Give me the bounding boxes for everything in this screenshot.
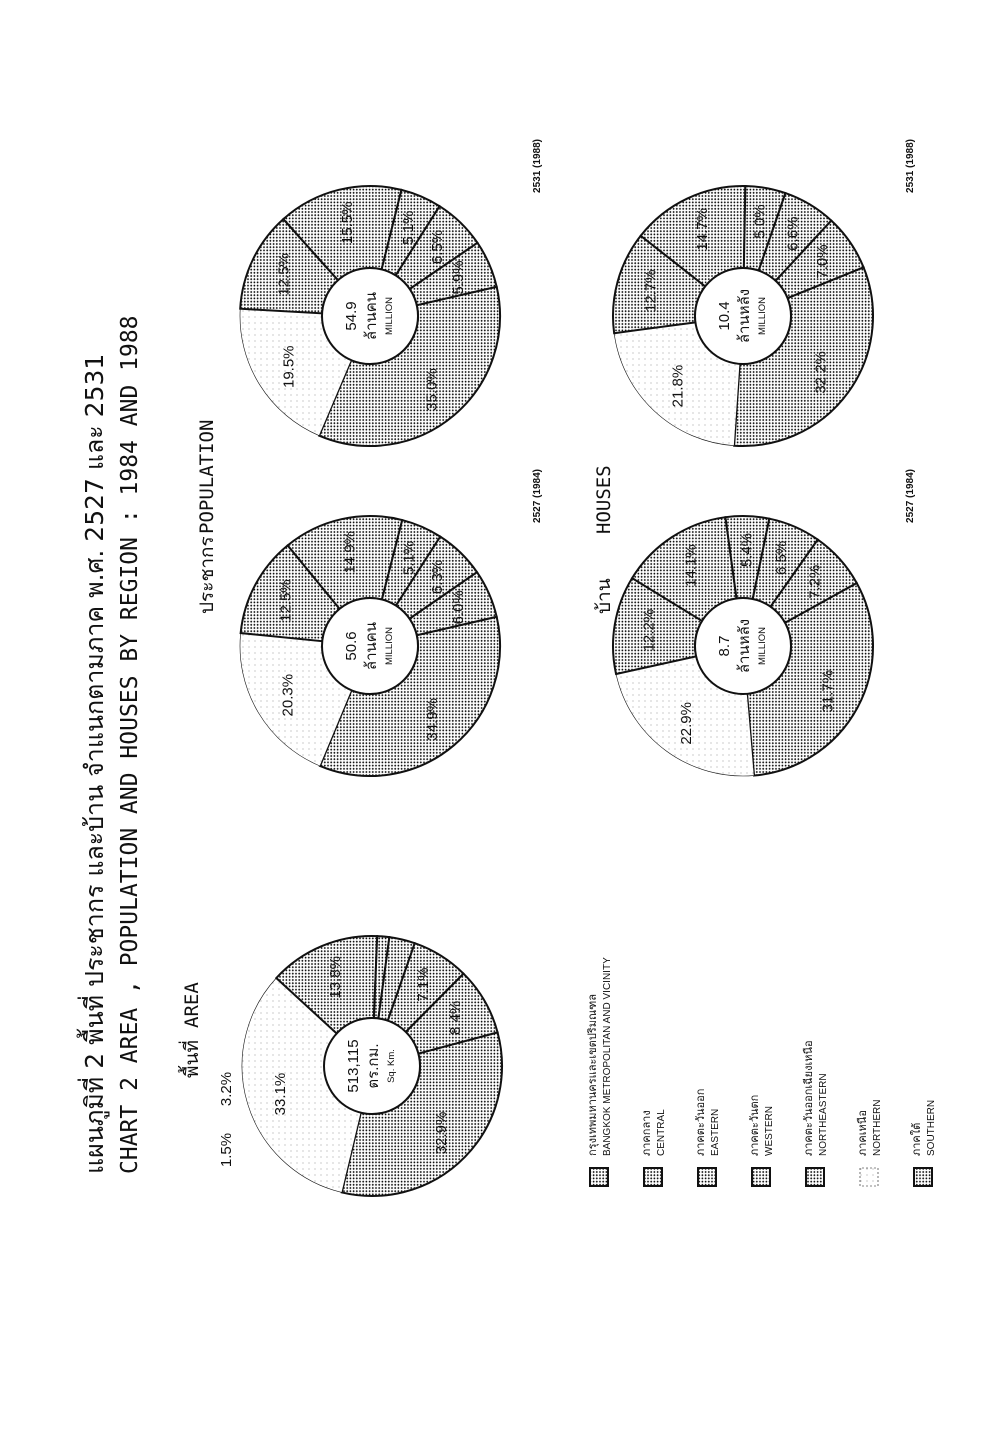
- center-value: 50.6: [343, 631, 360, 661]
- slice-label: 19.5%: [280, 345, 298, 389]
- center-value: 8.7: [716, 635, 733, 657]
- center-unit-english: MILLION: [757, 626, 768, 666]
- slice-label: 33.1%: [272, 1072, 290, 1116]
- section-population-english: POPULATION: [196, 419, 218, 534]
- slice-label: 7.2%: [806, 564, 824, 599]
- slice-label: 22.9%: [678, 702, 696, 745]
- slice-label: 5.4%: [738, 532, 756, 568]
- slice-label: 34.9%: [423, 698, 441, 741]
- legend-swatch: [698, 1168, 716, 1186]
- year-label: 2527 (1984): [532, 469, 543, 523]
- center-unit-thai: ล้านหลัง: [736, 618, 753, 674]
- pie-houses-1988: [613, 139, 916, 446]
- legend: [586, 957, 937, 1186]
- center-unit-thai: ตร.กม.: [365, 1043, 382, 1089]
- slice-label: 21.8%: [669, 364, 687, 408]
- center-value: 10.4: [716, 301, 733, 331]
- legend-swatch: [860, 1168, 878, 1186]
- slice-label: 5.1%: [400, 540, 418, 576]
- slice-label: 32.9%: [432, 1111, 450, 1155]
- slice-label: 7.0%: [814, 244, 832, 279]
- slice-label: 6.5%: [773, 540, 791, 575]
- pie-area: [218, 936, 502, 1196]
- pie-population-1988: [240, 139, 543, 446]
- slice-label: 6.5%: [428, 229, 446, 265]
- center-unit-english: MILLION: [384, 296, 395, 336]
- legend-label-thai: ภาคกลาง: [640, 1110, 653, 1156]
- slice-label: 12.5%: [275, 253, 293, 296]
- legend-swatch: [590, 1168, 608, 1186]
- center-unit-english: MILLION: [384, 626, 395, 666]
- legend-label-thai: ภาคตะวันออก: [694, 1088, 707, 1156]
- slice-label: 35.0%: [423, 368, 441, 411]
- slice-label: 7.1%: [414, 967, 432, 1002]
- center-unit-thai: ล้านคน: [363, 621, 380, 671]
- slice-label: 6.6%: [784, 216, 802, 251]
- section-population-thai: ประชากร: [196, 536, 218, 614]
- legend-swatch: [752, 1168, 770, 1186]
- center-unit-english: Sq. Km.: [386, 1049, 397, 1083]
- legend-label-thai: กรุงเทพมหานครและเขตปริมณฑล: [586, 993, 599, 1156]
- legend-label-english: BANGKOK METROPOLITAN AND VICINITY: [602, 957, 613, 1156]
- section-houses-english: HOUSES: [593, 465, 615, 534]
- title-english: CHART 2 AREA , POPULATION AND HOUSES BY REGION : 1984 AND 1988: [117, 315, 143, 1174]
- legend-label-english: NORTHEASTERN: [818, 1073, 829, 1156]
- center-unit-english: MILLION: [757, 296, 768, 336]
- legend-label-thai: ภาคเหนือ: [856, 1110, 869, 1156]
- year-label: 2531 (1988): [905, 139, 916, 193]
- slice-label: 13.8%: [327, 956, 345, 999]
- pie-houses-1984: [613, 469, 916, 776]
- pie-population-1984: [240, 469, 543, 776]
- slice-label: 8.4%: [447, 1000, 465, 1035]
- section-area-thai: พื้นที่: [181, 1039, 203, 1078]
- slice-label: 6.0%: [449, 590, 467, 625]
- legend-label-english: SOUTHERN: [926, 1099, 937, 1156]
- year-label: 2531 (1988): [532, 139, 543, 193]
- legend-swatch: [914, 1168, 932, 1186]
- title-thai: แผนภูมิที่ 2 พื้นที่ ประชากร และบ้าน จำแนกตามภาค พ.ศ. 2527 และ 2531: [80, 353, 109, 1174]
- center-unit-thai: ล้านหลัง: [736, 288, 753, 344]
- slice-label: 14.1%: [682, 544, 700, 587]
- slice-label: 12.7%: [642, 269, 660, 313]
- legend-label-english: CENTRAL: [656, 1109, 667, 1156]
- slice-label: 5.1%: [399, 210, 417, 245]
- legend-label-thai: ภาคตะวันตก: [748, 1094, 761, 1156]
- legend-label-thai: ภาคตะวันออกเฉียงเหนือ: [802, 1040, 815, 1156]
- slice-label: 12.5%: [277, 579, 295, 622]
- legend-label-english: EASTERN: [710, 1108, 721, 1156]
- slice-label: 5.9%: [449, 260, 467, 295]
- center-value: 513,115: [345, 1039, 362, 1093]
- slice-label: 31.7%: [819, 669, 837, 713]
- slice-label: 14.7%: [693, 208, 711, 251]
- legend-label-thai: ภาคใต้: [910, 1122, 923, 1156]
- legend-swatch: [806, 1168, 824, 1186]
- slice-label: 20.3%: [279, 673, 297, 717]
- year-label: 2527 (1984): [905, 469, 916, 523]
- slice-label: 3.2%: [218, 1071, 235, 1107]
- legend-swatch: [644, 1168, 662, 1186]
- slice-label: 14.9%: [341, 530, 359, 574]
- slice-label: 32.2%: [812, 351, 830, 394]
- slice-label: 5.0%: [751, 204, 769, 239]
- section-houses-thai: บ้าน: [593, 578, 615, 614]
- center-unit-thai: ล้านคน: [363, 291, 380, 341]
- slice-label: 1.5%: [218, 1132, 235, 1168]
- slice-label: 12.2%: [640, 608, 658, 652]
- section-area-english: AREA: [181, 982, 203, 1028]
- legend-label-english: NORTHERN: [872, 1099, 883, 1156]
- slice-label: 6.3%: [428, 559, 446, 595]
- legend-label-english: WESTERN: [764, 1106, 775, 1156]
- center-value: 54.9: [343, 301, 360, 331]
- rotated-page: [76, 139, 937, 1196]
- slice-label: 15.5%: [338, 201, 356, 245]
